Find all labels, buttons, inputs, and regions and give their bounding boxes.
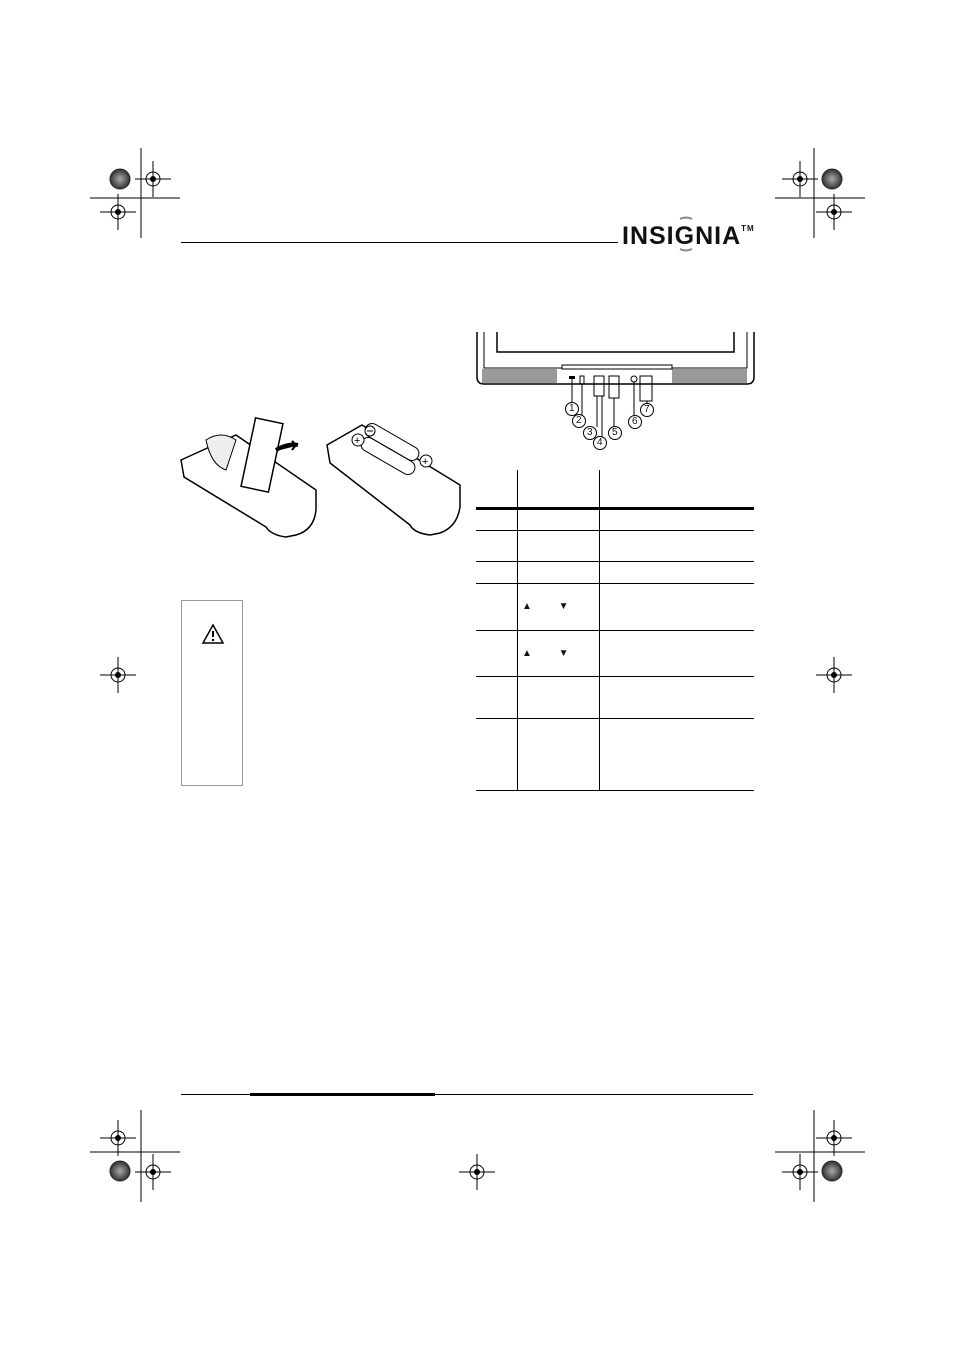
callout-4: 4 [597,437,603,448]
table-cell [600,508,755,530]
color-bar-circle-icon [110,169,130,189]
table-cell [518,718,600,790]
table-row [476,530,754,561]
callout-6: 6 [632,416,638,427]
table-row [476,561,754,583]
footer-rule-thick [250,1093,435,1096]
table-cell [518,676,600,718]
table-cell [476,630,518,676]
table-cell [600,470,755,508]
table-cell [600,676,755,718]
table-cell [518,530,600,561]
table-cell [476,470,518,508]
logo-accent-icon [676,216,696,252]
table-cell [476,676,518,718]
table-row [476,508,754,530]
color-bar-circle-icon [822,169,842,189]
callout-5: 5 [612,427,618,438]
caution-box [181,600,243,786]
table-cell [600,561,755,583]
callout-circles [565,400,765,450]
up-down-arrows: ▲ ▼ [518,583,600,630]
table-row [476,583,754,630]
table-cell [518,508,600,530]
table-cell [600,718,755,790]
remote-battery-cover-illustration [176,415,326,545]
remote-battery-insert-illustration [322,415,472,545]
table-cell [600,630,755,676]
callout-7: 7 [644,404,650,415]
table-row [476,718,754,790]
table-cell [476,718,518,790]
table-cell [600,530,755,561]
color-bar-circle-icon [110,1161,130,1181]
up-down-arrows: ▲ ▼ [518,630,600,676]
callout-3: 3 [587,427,593,438]
callout-2: 2 [576,415,582,426]
header-rule [181,242,618,243]
svg-text:+: + [422,456,429,468]
table-cell [518,470,600,508]
color-bar-circle-icon [822,1161,842,1181]
table-cell [600,583,755,630]
callout-labels [565,400,765,450]
table-cell [518,561,600,583]
table-header-row [476,470,754,508]
table-row [476,676,754,718]
warning-triangle-icon [201,623,225,645]
front-panel-controls-table [476,470,754,791]
brand-name: INSIGNIA [622,222,742,250]
table-cell [476,530,518,561]
table-cell [476,508,518,530]
table-cell [476,583,518,630]
table-cell [476,561,518,583]
table-row [476,630,754,676]
trademark-mark: TM [741,224,755,233]
svg-text:+: + [354,435,361,447]
callout-1: 1 [569,403,575,414]
